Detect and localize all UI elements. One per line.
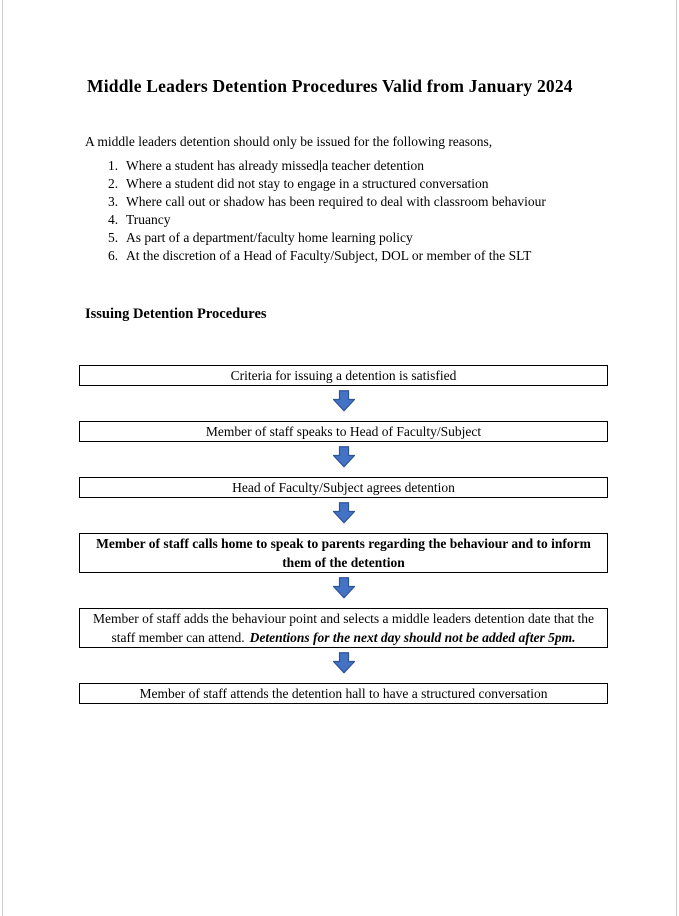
list-item-text: Truancy [126,212,171,227]
list-item-text: Where call out or shadow has been required to deal with classroom behaviour [126,194,546,209]
flow-step-box-1 [79,365,608,386]
flow-step-text: Member of staff speaks to Head of Faculty/Subject [205,424,482,439]
down-arrow-icon [332,446,356,468]
down-arrow-icon [332,652,356,674]
flow-step-text: Member of staff calls home to speak to parents regarding the behaviour and to inform them of the detention [96,536,591,570]
list-item [108,211,546,229]
flow-step-box-6 [79,683,608,704]
list-item-number: 5. [108,230,119,245]
flow-step-box-2 [79,421,608,442]
down-arrow-icon [332,502,356,524]
down-arrow-icon [332,577,356,599]
list-item [108,247,546,265]
list-item-number: 3. [108,194,119,209]
list-item-number: 1. [108,158,119,173]
flow-step-text-emphasis: Detentions for the next day should not be added after 5pm. [249,630,576,645]
flow-step-text: Member of staff adds the behaviour point and selects a middle leaders detention date that the staff member can attend. [93,611,594,645]
flow-step-box-5 [79,608,608,648]
list-item-text: As part of a department/faculty home learning policy [126,230,413,245]
flow-step-text: Criteria for issuing a detention is satisfied [230,368,457,383]
flow-step-box-4 [79,533,608,573]
flow-step-text: Member of staff attends the detention hall to have a structured conversation [139,686,548,701]
document-page[interactable] [2,0,677,916]
list-item [108,229,546,247]
list-item [108,193,546,211]
list-item-number: 4. [108,212,119,227]
list-item-number: 2. [108,176,119,191]
list-item-text: Where a student has already missed [126,158,320,173]
list-item [108,157,546,175]
list-item [108,175,546,193]
flowchart [79,365,608,704]
list-item-text: a teacher detention [322,158,425,173]
intro-paragraph: A middle leaders detention should only be issued for the following reasons, [85,134,493,149]
flow-step-text: Head of Faculty/Subject agrees detention [232,480,455,495]
reasons-list [108,157,546,265]
section-heading: Issuing Detention Procedures [85,306,267,322]
text-cursor [320,160,321,172]
list-item-text: At the discretion of a Head of Faculty/Subject, DOL or member of the SLT [126,248,532,263]
list-item-number: 6. [108,248,119,263]
document-title: Middle Leaders Detention Procedures Valid from January 2024 [87,76,573,96]
flow-step-box-3 [79,477,608,498]
list-item-text: Where a student did not stay to engage in a structured conversation [126,176,489,191]
down-arrow-icon [332,390,356,412]
